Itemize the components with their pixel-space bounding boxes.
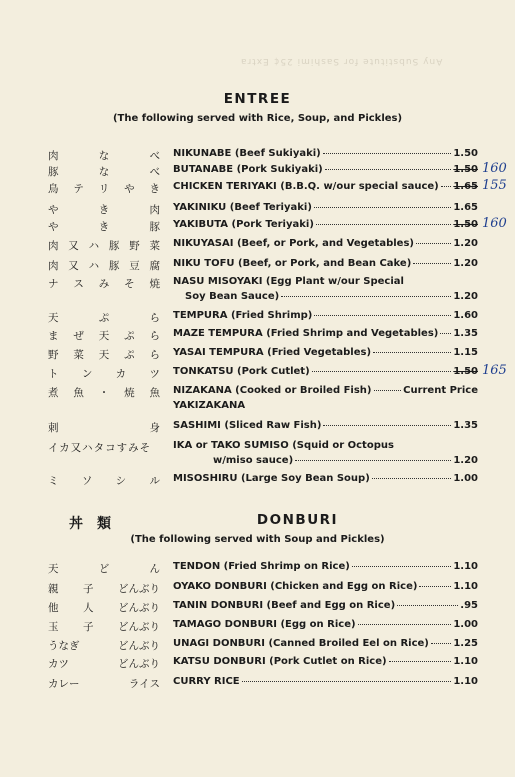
menu-item-english <box>173 385 478 411</box>
dot-leader <box>314 315 451 316</box>
japanese-char: 豚 <box>149 221 160 233</box>
donburi-subtitle: (The following served with Soup and Pickles) <box>130 534 385 545</box>
dot-leader <box>312 371 452 372</box>
japanese-char: や <box>48 221 59 233</box>
japanese-char: ミ <box>48 475 59 487</box>
japanese-char: ぜ <box>73 330 84 342</box>
menu-item-price: Current Price <box>403 385 478 396</box>
menu-item-english <box>173 219 478 230</box>
menu-item-name: CURRY RICE <box>173 676 240 687</box>
japanese-char: や <box>48 204 59 216</box>
japanese-char: 鳥 <box>48 183 59 195</box>
japanese-char: き <box>98 221 110 233</box>
menu-item-japanese <box>48 347 160 362</box>
menu-item-japanese <box>48 385 160 400</box>
menu-item-name: NASU MISOYAKI (Egg Plant w/our Special <box>173 276 404 287</box>
menu-item-price: 1.10 <box>453 581 478 592</box>
menu-item-japanese <box>48 258 160 273</box>
japanese-char: 又 <box>68 260 79 272</box>
dot-leader <box>416 243 451 244</box>
handwritten-price: 165 <box>482 363 507 378</box>
menu-item-name: TANIN DONBURI (Beef and Egg on Rice) <box>173 600 396 611</box>
japanese-char: 豚 <box>48 166 59 178</box>
japanese-char: ん <box>149 563 160 575</box>
menu-item-english <box>173 276 478 302</box>
dot-leader <box>242 681 452 682</box>
japanese-char: ス <box>73 278 84 290</box>
menu-item-english <box>173 420 478 431</box>
menu-item-japanese <box>48 328 160 343</box>
menu-item-name: OYAKO DONBURI (Chicken and Egg on Rice) <box>173 581 418 592</box>
dot-leader <box>397 605 458 606</box>
menu-item-name: MAZE TEMPURA (Fried Shrimp and Vegetables) <box>173 328 439 339</box>
japanese-char: ハ <box>88 260 100 272</box>
japanese-char: 煮 <box>48 387 59 399</box>
menu-item-name: YAKIBUTA (Pork Teriyaki) <box>173 219 314 230</box>
menu-item-name: NIKU TOFU (Beef, or Pork, and Bean Cake) <box>173 258 412 269</box>
dot-leader <box>323 425 451 426</box>
dot-leader <box>316 224 451 225</box>
menu-item-japanese <box>48 366 160 381</box>
dot-leader <box>431 643 451 644</box>
bleed-through-text: Any Substitute for Sashimi 25¢ Extra <box>240 56 443 66</box>
japanese-char: 身 <box>149 422 160 434</box>
japanese-char: 天 <box>48 312 59 324</box>
japanese-char: どんぶり <box>118 658 160 670</box>
japanese-char: 豚 <box>108 260 120 272</box>
menu-item-english <box>173 328 478 339</box>
japanese-char: ン <box>81 368 93 380</box>
dot-leader <box>372 478 452 479</box>
menu-item-name-cont: Soy Bean Sauce) <box>185 291 280 302</box>
japanese-char: ぷ <box>98 312 110 324</box>
japanese-char: 豚 <box>108 240 120 252</box>
menu-item-price: 1.50 <box>453 164 478 175</box>
japanese-char: ら <box>149 330 160 342</box>
menu-item-japanese <box>48 638 160 653</box>
menu-item-price: 1.20 <box>453 238 478 249</box>
japanese-char: や <box>124 183 135 195</box>
japanese-char: 親 <box>48 583 59 595</box>
japanese-char: どんぶり <box>118 602 160 614</box>
dot-leader <box>373 352 451 353</box>
menu-item-name: YAKINIKU (Beef Teriyaki) <box>173 202 312 213</box>
japanese-char: 人 <box>83 602 94 614</box>
menu-item-name: YASAI TEMPURA (Fried Vegetables) <box>173 347 372 358</box>
menu-item-name: TEMPURA (Fried Shrimp) <box>173 310 313 321</box>
japanese-char: き <box>149 183 160 195</box>
menu-item-name-cont: w/miso sauce) <box>213 455 294 466</box>
menu-item-price: 1.35 <box>453 420 478 431</box>
entree-subtitle: (The following served with Rice, Soup, and Pickles) <box>112 113 403 124</box>
menu-item-name: NIKUNABE (Beef Sukiyaki) <box>173 148 321 159</box>
japanese-char: どんぶり <box>118 621 160 633</box>
japanese-char: 又 <box>68 240 79 252</box>
dot-leader <box>419 586 451 587</box>
dot-leader <box>352 566 451 567</box>
menu-item-japanese <box>48 276 160 291</box>
japanese-char: イカ又ハタコすみそ <box>48 442 152 454</box>
menu-item-japanese <box>48 581 160 596</box>
japanese-char: 野 <box>129 240 140 252</box>
menu-item-name: MISOSHIRU (Large Soy Bean Soup) <box>173 473 370 484</box>
menu-item-english <box>173 181 478 192</box>
dot-leader <box>413 263 451 264</box>
menu-item-name-cont: YAKIZAKANA <box>173 400 246 411</box>
japanese-char: どんぶり <box>118 640 160 652</box>
menu-item-japanese <box>48 440 160 455</box>
japanese-char: ナ <box>48 278 59 290</box>
menu-item-japanese <box>48 181 160 196</box>
menu-item-name: UNAGI DONBURI (Canned Broiled Eel on Rice) <box>173 638 429 649</box>
dot-leader <box>358 624 452 625</box>
menu-item-price: 1.10 <box>453 676 478 687</box>
japanese-char: 豆 <box>129 260 140 272</box>
japanese-char: シ <box>115 475 127 487</box>
japanese-char: ハ <box>88 240 100 252</box>
menu-item-price: .95 <box>460 600 478 611</box>
menu-item-english <box>173 148 478 159</box>
menu-item-english <box>173 676 478 687</box>
japanese-char: ト <box>48 368 59 380</box>
japanese-char: 肉 <box>48 260 59 272</box>
menu-item-name: NIKUYASAI (Beef, or Pork, and Vegetables) <box>173 238 414 249</box>
japanese-char: 天 <box>98 330 110 342</box>
menu-item-price: 1.20 <box>453 455 478 466</box>
dot-leader <box>325 169 452 170</box>
japanese-char: 子 <box>83 621 94 633</box>
menu-item-name: TENDON (Fried Shrimp on Rice) <box>173 561 350 572</box>
japanese-char: 野 <box>48 349 59 361</box>
japanese-char: 子 <box>83 583 94 595</box>
japanese-char: ツ <box>149 368 160 380</box>
menu-item-price: 1.20 <box>453 291 478 302</box>
menu-item-english <box>173 347 478 358</box>
japanese-char: リ <box>98 183 110 195</box>
japanese-char: ぷ <box>124 330 135 342</box>
menu-item-english <box>173 202 478 213</box>
menu-item-english <box>173 164 478 175</box>
menu-item-japanese <box>48 164 160 179</box>
menu-item-english <box>173 310 478 321</box>
menu-item-japanese <box>48 676 160 691</box>
menu-item-name: CHICKEN TERIYAKI (B.B.Q. w/our special sauce) <box>173 181 439 192</box>
japanese-char: そ <box>124 278 135 290</box>
menu-item-price: 1.50 <box>453 219 478 230</box>
dot-leader <box>440 333 451 334</box>
handwritten-price: 160 <box>482 161 507 176</box>
japanese-char: ライス <box>128 678 160 690</box>
menu-item-name: NIZAKANA (Cooked or Broiled Fish) <box>173 385 372 396</box>
japanese-char: 玉 <box>48 621 59 633</box>
japanese-char: き <box>98 204 110 216</box>
menu-item-price: 1.25 <box>453 638 478 649</box>
menu-item-price: 1.10 <box>453 561 478 572</box>
menu-item-english <box>173 656 478 667</box>
dot-leader <box>281 296 451 297</box>
menu-item-price: 1.00 <box>453 619 478 630</box>
menu-item-price: 1.65 <box>453 202 478 213</box>
japanese-char: 魚 <box>149 387 160 399</box>
japanese-char: 菜 <box>149 240 160 252</box>
handwritten-price: 155 <box>482 178 507 193</box>
menu-item-japanese <box>48 148 160 163</box>
menu-item-name: KATSU DONBURI (Pork Cutlet on Rice) <box>173 656 387 667</box>
menu-item-price: 1.10 <box>453 656 478 667</box>
japanese-char: ル <box>149 475 160 487</box>
japanese-char: 刺 <box>48 422 59 434</box>
menu-item-english <box>173 258 478 269</box>
dot-leader <box>374 390 402 391</box>
japanese-char: 他 <box>48 602 59 614</box>
japanese-char: ど <box>98 563 110 575</box>
japanese-char: ・ <box>98 387 110 399</box>
japanese-char: 天 <box>48 563 59 575</box>
japanese-char: どんぶり <box>118 583 160 595</box>
donburi-title: DONBURI <box>256 512 339 528</box>
menu-item-english <box>173 581 478 592</box>
menu-item-english <box>173 561 478 572</box>
japanese-char: ソ <box>81 475 93 487</box>
japanese-char: 肉 <box>149 204 160 216</box>
menu-item-english <box>173 619 478 630</box>
menu-item-japanese <box>48 202 160 217</box>
japanese-char: な <box>98 150 110 162</box>
japanese-char: テ <box>73 183 84 195</box>
menu-item-japanese <box>48 600 160 615</box>
dot-leader <box>323 153 452 154</box>
menu-item-japanese <box>48 561 160 576</box>
menu-item-price: 1.65 <box>453 181 478 192</box>
japanese-char: ま <box>48 330 59 342</box>
donburi-jp-title: 丼類 <box>69 516 125 532</box>
menu-item-name: BUTANABE (Pork Sukiyaki) <box>173 164 323 175</box>
menu-item-name: IKA or TAKO SUMISO (Squid or Octopus <box>173 440 394 451</box>
menu-item-japanese <box>48 473 160 488</box>
menu-item-price: 1.15 <box>453 347 478 358</box>
menu-item-price: 1.60 <box>453 310 478 321</box>
japanese-char: べ <box>149 166 160 178</box>
japanese-char: 肉 <box>48 240 59 252</box>
japanese-char: ぷ <box>124 349 135 361</box>
dot-leader <box>389 661 452 662</box>
menu-item-english <box>173 638 478 649</box>
dot-leader <box>441 186 452 187</box>
japanese-char: み <box>98 278 110 290</box>
menu-item-english <box>173 238 478 249</box>
menu-item-english <box>173 473 478 484</box>
japanese-char: ら <box>149 349 160 361</box>
menu-item-name: SASHIMI (Sliced Raw Fish) <box>173 420 322 431</box>
japanese-char: な <box>98 166 110 178</box>
menu-item-name: TAMAGO DONBURI (Egg on Rice) <box>173 619 356 630</box>
japanese-char: 菜 <box>73 349 84 361</box>
dot-leader <box>295 460 451 461</box>
menu-item-japanese <box>48 656 160 671</box>
japanese-char: ら <box>149 312 160 324</box>
menu-item-english <box>173 600 478 611</box>
menu-item-price: 1.00 <box>453 473 478 484</box>
japanese-char: 焼 <box>149 278 160 290</box>
menu-item-japanese <box>48 420 160 435</box>
japanese-char: べ <box>149 150 160 162</box>
entree-title: ENTREE <box>223 91 292 107</box>
handwritten-price: 160 <box>482 216 507 231</box>
menu-item-japanese <box>48 310 160 325</box>
menu-item-price: 1.20 <box>453 258 478 269</box>
menu-item-japanese <box>48 219 160 234</box>
menu-item-price: 1.50 <box>453 148 478 159</box>
japanese-char: 魚 <box>73 387 84 399</box>
japanese-char: 天 <box>98 349 110 361</box>
menu-item-price: 1.35 <box>453 328 478 339</box>
menu-item-japanese <box>48 619 160 634</box>
menu-item-japanese <box>48 238 160 253</box>
menu-item-price: 1.50 <box>453 366 478 377</box>
japanese-char: 焼 <box>124 387 135 399</box>
japanese-char: うなぎ <box>48 640 80 652</box>
japanese-char: カレー <box>48 678 80 690</box>
dot-leader <box>314 207 451 208</box>
menu-item-english <box>173 440 478 466</box>
menu-item-english <box>173 366 478 377</box>
japanese-char: 肉 <box>48 150 59 162</box>
japanese-char: 腐 <box>149 260 160 272</box>
japanese-char: カツ <box>48 658 69 670</box>
japanese-char: カ <box>115 368 127 380</box>
menu-item-name: TONKATSU (Pork Cutlet) <box>173 366 310 377</box>
